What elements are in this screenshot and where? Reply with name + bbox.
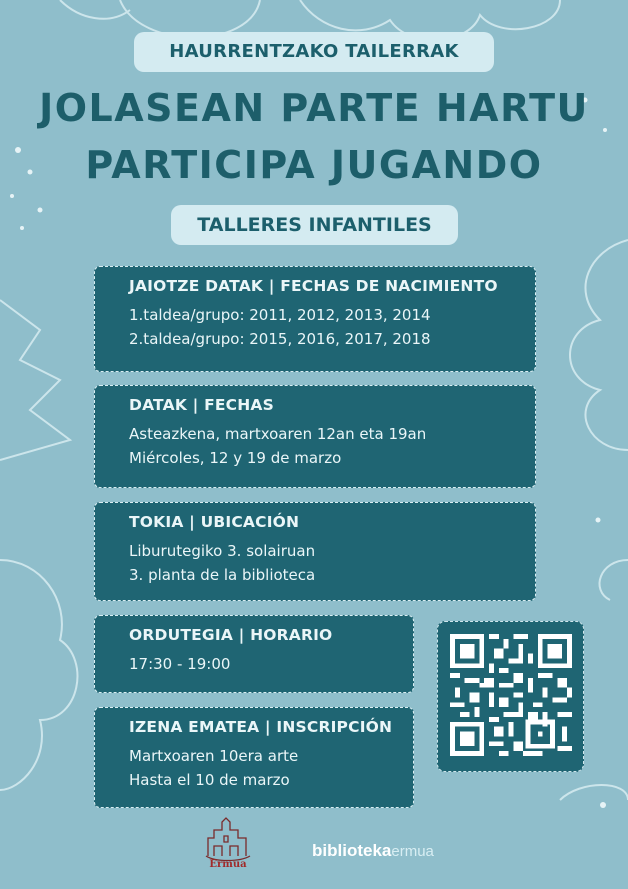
biblioteka-logo-bold: biblioteka — [312, 841, 392, 860]
schedule-time: 17:30 - 19:00 — [129, 655, 231, 673]
biblioteka-logo-light: ermua — [391, 843, 434, 860]
qr-code-box[interactable] — [437, 621, 584, 772]
birth-dates-box — [94, 266, 536, 372]
ermua-logo-text: Ermua — [209, 859, 247, 870]
top-label-pill: HAURRENTZAKO TAILERRAK — [134, 32, 494, 72]
title-spanish: PARTICIPA JUGANDO — [85, 143, 543, 187]
birth-dates-heading: JAIOTZE DATAK | FECHAS DE NACIMIENTO — [129, 277, 498, 295]
location-box — [94, 502, 536, 601]
registration-spanish: Hasta el 10 de marzo — [129, 771, 290, 789]
registration-basque: Martxoaren 10era arte — [129, 747, 299, 765]
schedule-heading: ORDUTEGIA | HORARIO — [129, 626, 333, 644]
title-basque: JOLASEAN PARTE HARTU — [39, 86, 589, 130]
location-heading: TOKIA | UBICACIÓN — [129, 513, 300, 531]
location-basque: Liburutegiko 3. solairuan — [129, 542, 316, 560]
subtitle-pill: TALLERES INFANTILES — [171, 205, 458, 245]
registration-heading: IZENA EMATEA | INSCRIPCIÓN — [129, 718, 393, 736]
registration-box — [94, 707, 414, 808]
birth-group-1: 1.taldea/grupo: 2011, 2012, 2013, 2014 — [129, 306, 431, 324]
dates-heading: DATAK | FECHAS — [129, 396, 274, 414]
dates-spanish: Miércoles, 12 y 19 de marzo — [129, 449, 342, 467]
dates-basque: Asteazkena, martxoaren 12an eta 19an — [129, 425, 427, 443]
qr-code-icon[interactable] — [450, 634, 572, 756]
birth-group-2: 2.taldea/grupo: 2015, 2016, 2017, 2018 — [129, 330, 431, 348]
location-spanish: 3. planta de la biblioteca — [129, 566, 316, 584]
schedule-box — [94, 615, 414, 693]
biblioteka-logo — [312, 841, 434, 861]
dates-box — [94, 385, 536, 488]
